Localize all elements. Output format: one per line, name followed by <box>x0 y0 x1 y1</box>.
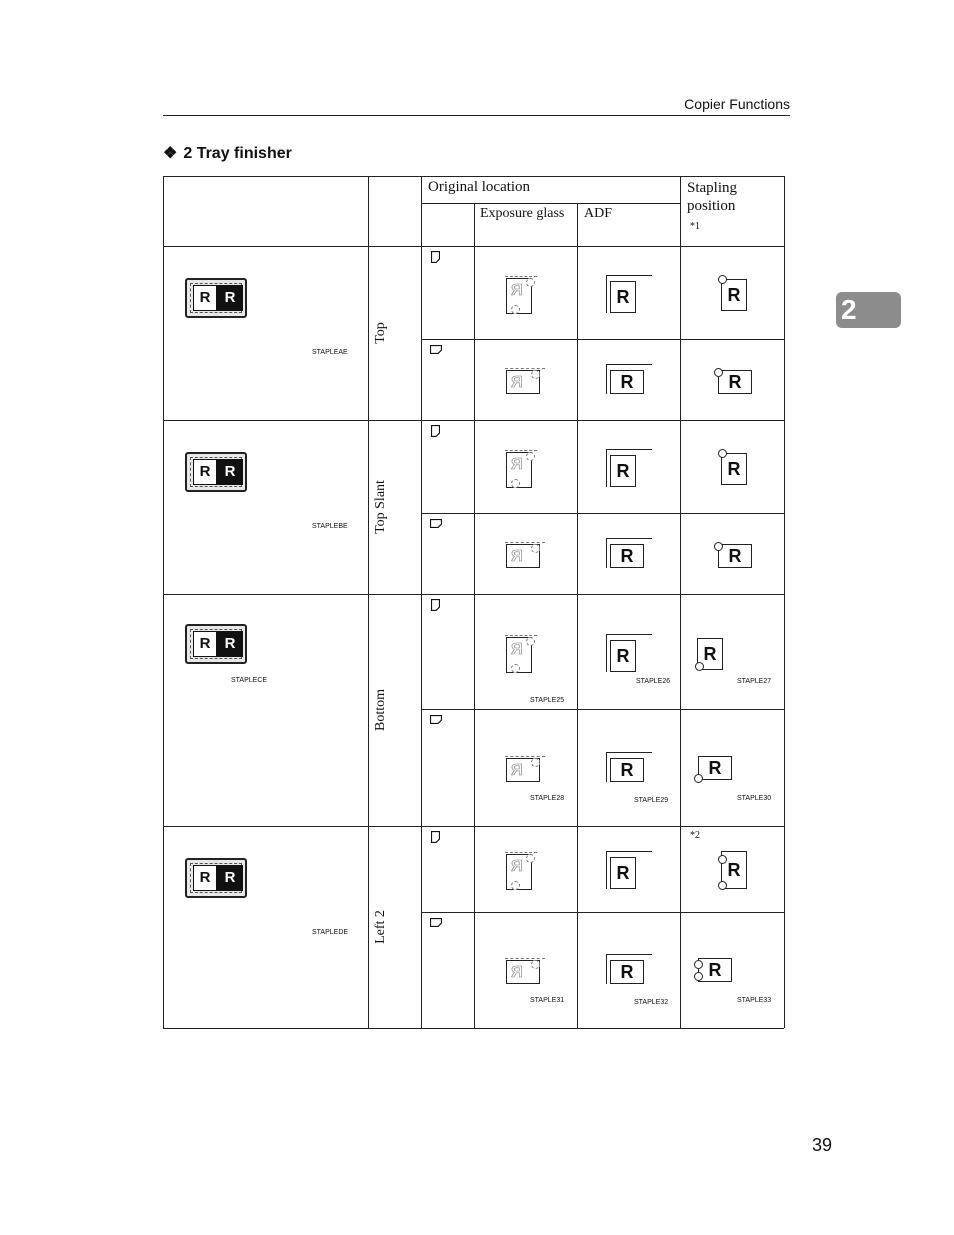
table-left-border <box>163 176 164 1028</box>
figure-code: STAPLE30 <box>737 795 772 802</box>
table-bottom-border <box>163 1028 784 1029</box>
stapled-sheet: R <box>718 544 752 568</box>
reversed-r-glyph: R <box>511 282 523 299</box>
reversed-r-glyph: R <box>511 374 523 391</box>
figure-code: STAPLE27 <box>737 678 772 685</box>
staple-key-panel <box>185 452 247 492</box>
staple-position-icon <box>694 960 703 969</box>
stapled-sheet: R <box>698 958 732 982</box>
adf-sheet: R <box>610 544 644 568</box>
figure-code: STAPLE31 <box>530 997 565 1004</box>
adf-frame-side <box>606 275 607 313</box>
adf-frame-side <box>606 364 607 394</box>
adf-sheet: R <box>610 960 644 984</box>
header-adf: ADF <box>584 206 613 221</box>
staple-mark-dashed <box>531 960 540 969</box>
stapled-sheet: R <box>721 851 747 889</box>
adf-sheet: R <box>610 281 636 313</box>
table-column-rule <box>680 176 681 1028</box>
table-subrow-rule <box>421 912 784 913</box>
staple-key-panel <box>185 858 247 898</box>
adf-frame-top <box>606 538 652 539</box>
glass-edge-line <box>505 756 545 757</box>
figure-code: STAPLE33 <box>737 997 772 1004</box>
staple-key-landscape: R <box>217 459 243 485</box>
adf-frame-side <box>606 954 607 984</box>
staple-mark-dashed <box>511 305 520 314</box>
staple-mark-dashed <box>511 881 520 890</box>
figure-code: STAPLEAE <box>312 349 348 356</box>
adf-frame-top <box>606 634 652 635</box>
adf-sheet: R <box>610 455 636 487</box>
adf-sheet: R <box>610 758 644 782</box>
portrait-paper-icon <box>431 425 440 437</box>
staple-position-icon <box>694 774 703 783</box>
figure-code: STAPLE32 <box>634 999 669 1006</box>
adf-frame-top <box>606 954 652 955</box>
staple-mark-dashed <box>531 370 540 379</box>
staple-key-panel <box>185 624 247 664</box>
figure-code: STAPLEDE <box>312 929 349 936</box>
adf-frame-top <box>606 449 652 450</box>
reversed-r-glyph: R <box>511 762 523 779</box>
staple-key-landscape: R <box>217 285 243 311</box>
staple-mark-dashed <box>526 854 535 863</box>
adf-frame-top <box>606 752 652 753</box>
stapled-sheet: R <box>718 370 752 394</box>
staple-position-icon <box>694 972 703 981</box>
staple-position-icon <box>718 449 727 458</box>
glass-edge-line <box>505 635 537 636</box>
staple-mark-dashed <box>526 637 535 646</box>
table-top-border <box>163 176 784 177</box>
figure-code: STAPLE25 <box>530 697 565 704</box>
figure-code: STAPLECE <box>231 677 268 684</box>
adf-frame-top <box>606 364 652 365</box>
table-subrow-rule <box>421 709 784 710</box>
adf-frame-top <box>606 275 652 276</box>
stapled-sheet: R <box>721 453 747 485</box>
reversed-r-glyph: R <box>511 456 523 473</box>
staple-mark-dashed <box>531 758 540 767</box>
glass-edge-line <box>505 368 545 369</box>
adf-frame-top <box>606 851 652 852</box>
landscape-paper-icon <box>430 345 442 354</box>
staple-position-icon <box>714 542 723 551</box>
staple-key-landscape: R <box>217 631 243 657</box>
reversed-r-glyph: R <box>511 641 523 658</box>
staple-key-portrait: R <box>193 865 217 891</box>
glass-edge-line <box>505 852 537 853</box>
portrait-paper-icon <box>431 251 440 263</box>
adf-sheet: R <box>610 370 644 394</box>
reversed-r-glyph: R <box>511 858 523 875</box>
table-column-rule <box>577 203 578 1028</box>
figure-code: STAPLE28 <box>530 795 565 802</box>
stapled-sheet: R <box>698 756 732 780</box>
staple-key-portrait: R <box>193 285 217 311</box>
table-column-rule <box>474 203 475 1028</box>
diamond-bullet-icon: ❖ <box>163 145 178 162</box>
staple-mark-dashed <box>511 479 520 488</box>
staple-key-panel <box>185 278 247 318</box>
reversed-r-glyph: R <box>511 964 523 981</box>
left2-note: *2 <box>690 830 700 841</box>
reversed-r-glyph: R <box>511 548 523 565</box>
header-rule <box>163 115 790 116</box>
section-title <box>163 143 292 163</box>
stapled-sheet: R <box>697 638 723 670</box>
landscape-paper-icon <box>430 918 442 927</box>
adf-frame-side <box>606 449 607 487</box>
table-column-rule <box>421 176 422 1028</box>
staple-position-icon <box>718 275 727 284</box>
landscape-paper-icon <box>430 715 442 724</box>
staple-mark-dashed <box>531 544 540 553</box>
table-subrow-rule <box>421 339 784 340</box>
glass-edge-line <box>505 542 545 543</box>
staple-type-label: Bottom <box>373 688 388 732</box>
staple-mark-dashed <box>526 278 535 287</box>
table-subheader-rule <box>421 203 680 204</box>
staple-type-label: Top <box>373 322 388 344</box>
staple-key-portrait: R <box>193 459 217 485</box>
portrait-paper-icon <box>431 599 440 611</box>
stapled-sheet: R <box>721 279 747 311</box>
table-column-rule <box>368 176 369 1028</box>
adf-sheet: R <box>610 857 636 889</box>
staple-mark-dashed <box>511 664 520 673</box>
section-title-text: 2 Tray finisher <box>183 145 292 162</box>
header-exposure-glass: Exposure glass <box>480 206 565 221</box>
table-subrow-rule <box>421 513 784 514</box>
glass-edge-line <box>505 958 545 959</box>
staple-type-label: Left 2 <box>373 910 388 944</box>
adf-frame-side <box>606 538 607 568</box>
staple-mark-dashed <box>526 452 535 461</box>
staple-position-icon <box>718 855 727 864</box>
adf-frame-side <box>606 752 607 782</box>
figure-code: STAPLEBE <box>312 523 348 530</box>
staple-position-icon <box>714 368 723 377</box>
adf-frame-side <box>606 634 607 672</box>
header-original-location: Original location <box>428 179 531 195</box>
landscape-paper-icon <box>430 519 442 528</box>
figure-code: STAPLE29 <box>634 797 669 804</box>
figure-code: STAPLE26 <box>636 678 671 685</box>
staple-position-icon <box>718 881 727 890</box>
staple-key-landscape: R <box>217 865 243 891</box>
stapling-note: *1 <box>690 221 700 232</box>
running-head: Copier Functions <box>684 96 790 112</box>
glass-edge-line <box>505 276 537 277</box>
adf-frame-side <box>606 851 607 889</box>
table-right-border <box>784 176 785 1028</box>
staple-key-portrait: R <box>193 631 217 657</box>
staple-type-label: Top Slant <box>373 480 388 534</box>
chapter-tab: 2 <box>836 292 901 328</box>
staple-position-icon <box>695 662 704 671</box>
glass-edge-line <box>505 450 537 451</box>
header-stapling-position: Stapling position <box>687 180 738 214</box>
page-number: 39 <box>812 1135 833 1155</box>
adf-sheet: R <box>610 640 636 672</box>
portrait-paper-icon <box>431 831 440 843</box>
